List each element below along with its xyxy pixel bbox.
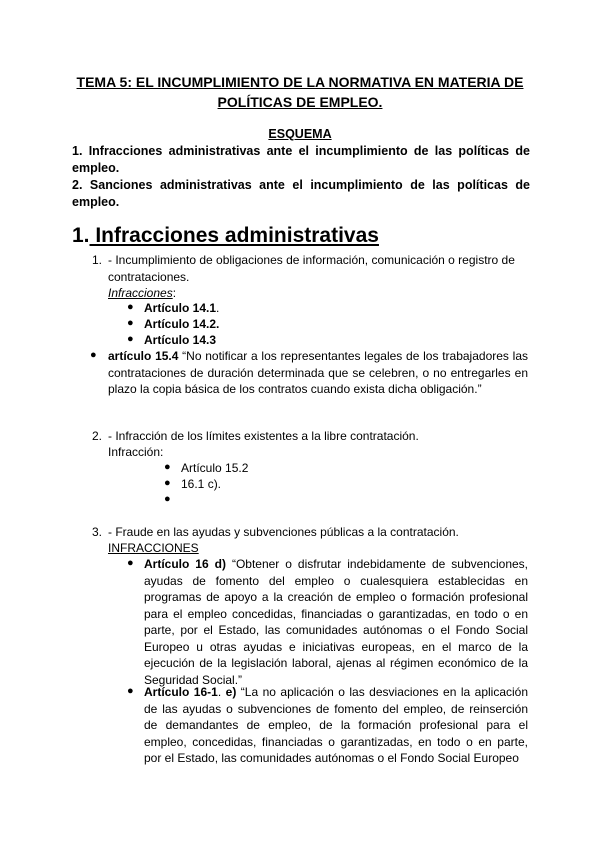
item-1-text: - Incumplimiento de obligaciones de información, comunicación o registro de contrataciones. <box>108 253 515 284</box>
document-title <box>60 72 540 112</box>
esquema-heading: ESQUEMA <box>268 127 332 141</box>
bullet-icon: ● <box>127 685 134 697</box>
bullet-icon: ● <box>127 301 134 313</box>
item-1-bullet-2: Artículo 14.2. <box>144 317 220 331</box>
list-number-1: 1. <box>92 253 103 267</box>
item-3-text: - Fraude en las ayudas y subvenciones públicas a la contratación. <box>108 525 459 539</box>
bullet-icon: ● <box>127 317 134 329</box>
bullet-icon: ● <box>90 349 97 361</box>
bullet-icon: ● <box>164 493 171 505</box>
item-3-bullet-1: Artículo 16 d) “Obtener o disfrutar indebidamente de subvenciones, ayudas de fomento del empleo o cualesquiera establecidas en programas de apoyo a la creación de empleo o formación profesional para el empleo concedidas, financiadas o garantizadas, en todo o en parte, por el Estado, las comunidades autónomas o el Fondo Social Europeo u otras ayudas e iniciativas europeas, en el marco de la ejecución de la legislación laboral, ajenas al régimen económico de la Seguridad Social.” <box>144 557 528 687</box>
title-line-1: TEMA 5: EL INCUMPLIMIENTO DE LA NORMATIVA EN MATERIA DE <box>76 74 524 90</box>
list-number-3: 3. <box>92 525 103 539</box>
section-number: 1. <box>72 224 90 247</box>
item-1-art15: artículo 15.4 “No notificar a los representantes legales de los trabajadores las contrataciones de duración determinada que se celebren, o no entregarles en plazo la copia básica de los contratos cuando exista dicha obligación.” <box>108 349 528 396</box>
bullet-icon: ● <box>164 461 171 473</box>
bullet-icon: ● <box>164 477 171 489</box>
section-title: Infracciones administrativas <box>89 224 379 247</box>
item-2-bullet-1: Artículo 15.2 <box>181 461 249 475</box>
item-1-sublabel: Infracciones: <box>108 286 177 300</box>
item-2-bullet-2: 16.1 c). <box>181 477 222 491</box>
bullet-icon: ● <box>127 557 134 569</box>
title-line-2: POLÍTICAS DE EMPLEO. <box>217 94 383 110</box>
item-3-bullet-2: Artículo 16-1. e) “La no aplicación o las desviaciones en la aplicación de las ayudas o subvenciones de fomento del empleo, de reinserción de demandantes de empleo, de la formación profesional para el empleo, concedidas, financiadas o garantizadas, en todo o en parte, por el Estado, las comunidades autónomas o el Fondo Social Europeo <box>144 685 529 765</box>
item-3-sublabel: INFRACCIONES <box>108 541 199 555</box>
item-1-bullet-1: Artículo 14.1. <box>144 301 220 315</box>
item-2-sublabel: Infracción: <box>108 445 164 459</box>
esquema-item-2: 2. Sanciones administrativas ante el incumplimiento de las políticas de empleo. <box>72 178 530 209</box>
section-heading <box>72 224 379 248</box>
item-2-text: - Infracción de los límites existentes a la libre contratación. <box>108 429 419 443</box>
item-1-bullet-3: Artículo 14.3 <box>144 333 217 347</box>
esquema-item-1: 1. Infracciones administrativas ante el incumplimiento de las políticas de empleo. <box>72 144 530 175</box>
bullet-icon: ● <box>127 333 134 345</box>
list-number-2: 2. <box>92 429 103 443</box>
